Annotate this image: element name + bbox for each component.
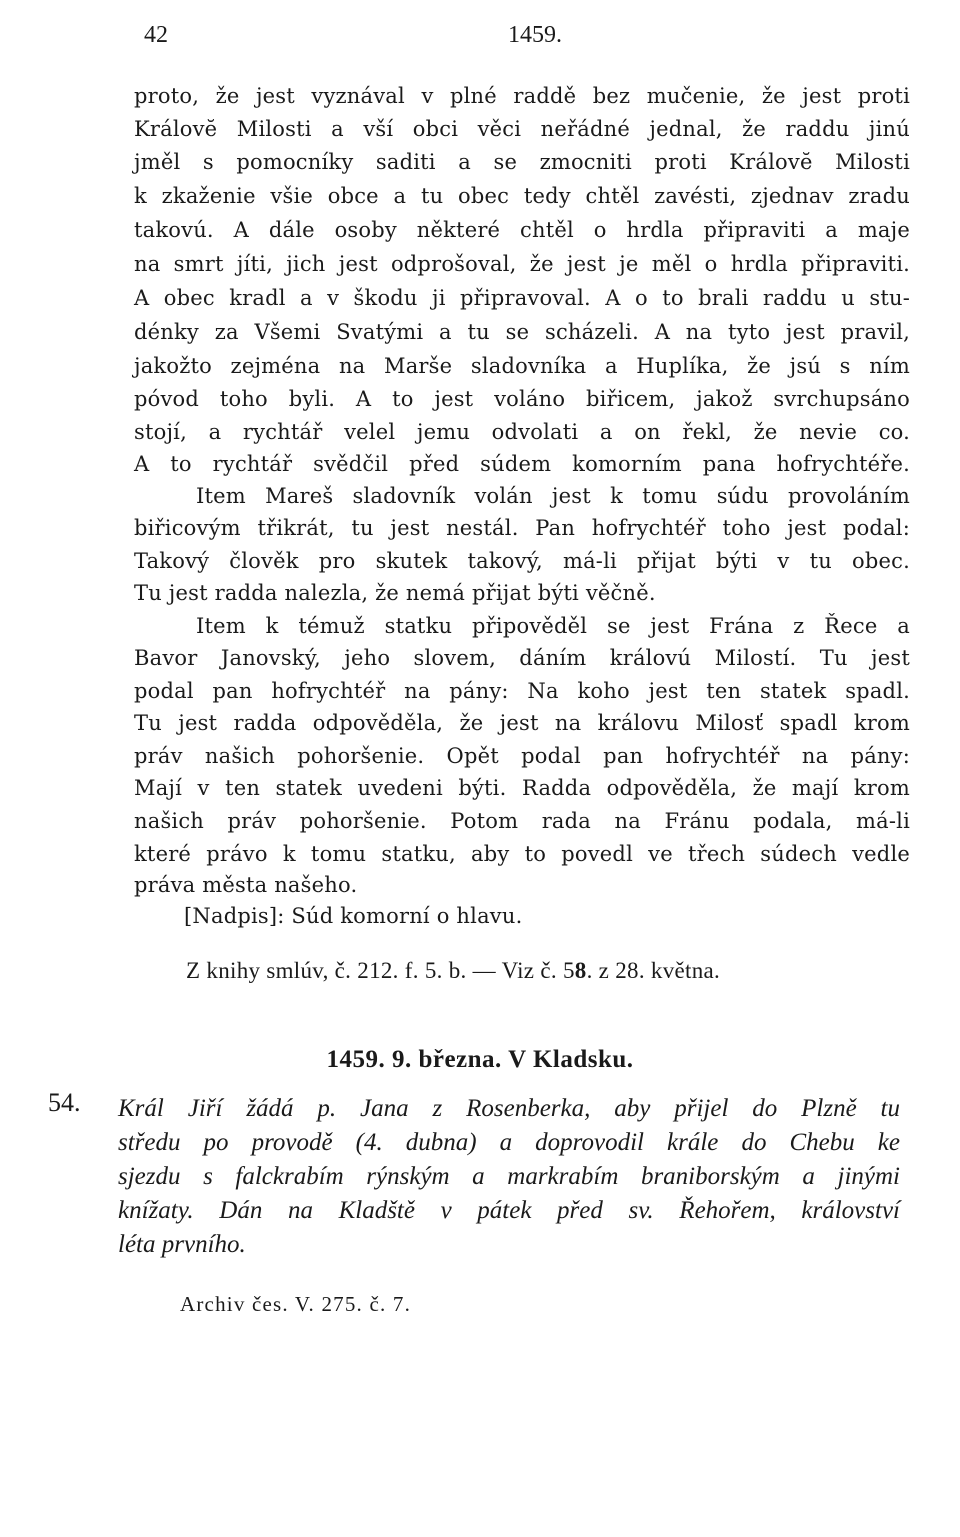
source-citation-text: Z knihy smlúv, č. 212. f. 5. b. — Viz č. 5: [186, 958, 575, 983]
text-line: Item Mareš sladovník volán jest k tomu súdu provoláním: [196, 484, 910, 508]
text-line: jměl s pomocníky saditi a se zmocniti proti Královĕ Milosti: [134, 150, 910, 174]
text-line: A to rychtář svědčil před súdem komorním pana hofrychtéře.: [134, 452, 910, 476]
text-line: k zkaženie všie obce a tu obec tedy chtěl zavésti, zjednav zradu: [134, 184, 910, 208]
running-head-year: 1459.: [508, 22, 562, 48]
text-line: Mají v ten statek uvedeni býti. Radda odpověděla, že mají krom: [134, 776, 910, 800]
page-header: [0, 22, 960, 54]
text-line: takovú. A dále osoby některé chtěl o hrdla připraviti a maje: [134, 218, 910, 242]
text-line: práva města našeho.: [134, 873, 358, 897]
text-line: našich práv pohoršenie. Potom rada na Fránu podala, má-li: [134, 809, 910, 833]
text-line: Item k témuž statku připověděl se jest Frána z Řece a: [196, 614, 910, 638]
regest-line: středu po provodě (4. dubna) a doprovodil krále do Chebu ke: [118, 1129, 900, 1156]
text-line: na smrt jíti, jich jest odprošoval, že jest je měl o hrdla připraviti.: [134, 252, 910, 276]
text-line: Královĕ Milosti a vší obci věci neřádné jednal, že raddu jinú: [134, 117, 910, 141]
text-line: Tu jest radda odpověděla, že jest na královu Milosť spadl krom: [134, 711, 910, 735]
regest-line: knížaty. Dán na Kladště v pátek před sv. Řehořem, království: [118, 1197, 900, 1224]
text-line: Bavor Janovský, jeho slovem, dáním královú Milostí. Tu jest: [134, 646, 910, 670]
heading-note: [Nadpis]: Súd komorní o hlavu.: [184, 904, 523, 928]
regest-line: léta prvního.: [118, 1231, 246, 1258]
document-number: 54.: [48, 1088, 81, 1117]
document-date-heading: 1459. 9. března. V Kladsku.: [326, 1046, 634, 1073]
text-line: které právo k tomu statku, aby to povedl ve třech súdech vedle: [134, 842, 910, 866]
text-line: A obec kradl a v škodu ji připravoval. A o to brali raddu u stu-: [134, 286, 910, 310]
page-number: 42: [144, 22, 168, 48]
archive-reference: Archiv čes. V. 275. č. 7.: [180, 1292, 412, 1316]
text-line: práv našich pohoršenie. Opět podal pan hofrychtéř na pány:: [134, 744, 910, 768]
text-line: stojí, a rychtář velel jemu odvolati a on řekl, že nevie co.: [134, 420, 910, 444]
text-line: jakožto zejména na Marše sladovníka a Huplíka, že jsú s ním: [134, 354, 910, 378]
text-line: Tu jest radda nalezla, že nemá přijat býti věčně.: [134, 581, 656, 605]
text-line: podal pan hofrychtéř na pány: Na koho jest ten statek spadl.: [134, 679, 910, 703]
source-citation-tail: . z 28. května.: [586, 958, 721, 983]
text-line: dénky za Všemi Svatými a tu se scházeli. A na tyto jest pravil,: [134, 320, 910, 344]
text-line: Takový člověk pro skutek takový, má-li přijat býti v tu obec.: [134, 549, 910, 573]
text-line: pόvod toho byli. A to jest voláno biřicem, jakož svrchupsáno: [134, 387, 910, 411]
regest-line: Král Jiří žádá p. Jana z Rosenberka, aby přijel do Plzně tu: [118, 1095, 900, 1122]
text-line: biřicovým třikrát, tu jest nestál. Pan hofrychtéř toho jest podal:: [134, 516, 910, 540]
text-line: proto, že jest vyznával v plné raddě bez mučenie, že jest proti: [134, 84, 910, 108]
handwritten-correction: 8: [574, 958, 587, 983]
regest-line: sjezdu s falckrabím rýnským a markrabím braniborským a jinými: [118, 1163, 900, 1190]
source-citation: [186, 958, 720, 984]
